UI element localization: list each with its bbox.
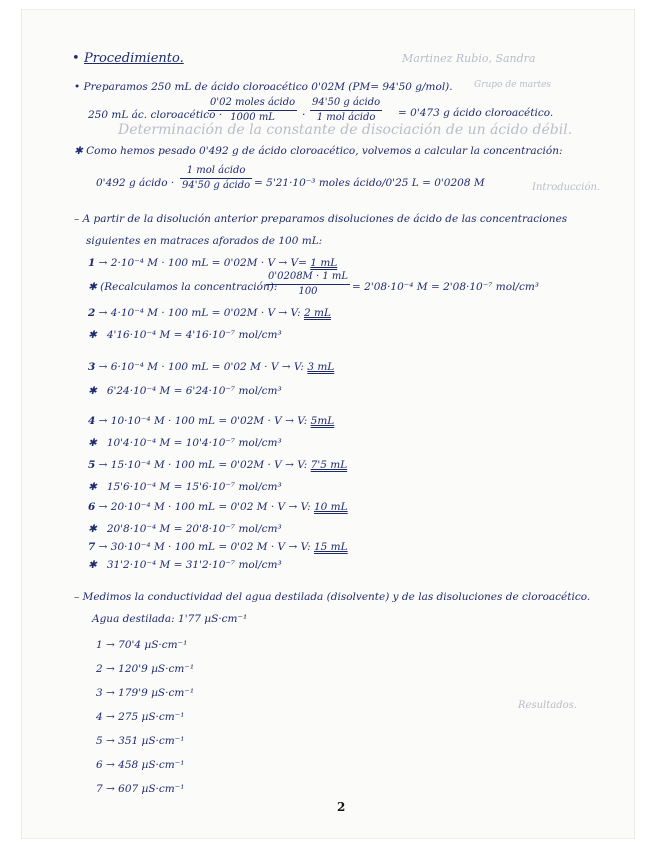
dilution-row-5: 5 → 15·10⁻⁴ M · 100 mL = 0'02M · V → V: 7'5 mL bbox=[88, 459, 348, 471]
recalc-row-1: ✱ (Recalculamos la concentración): bbox=[88, 281, 278, 293]
faint-author-name: Martinez Rubio, Sandra bbox=[402, 52, 536, 65]
prep-calc-result: = 0'473 g ácido cloroacético. bbox=[398, 107, 554, 119]
conductivity-6: 6 → 458 µS·cm⁻¹ bbox=[96, 759, 185, 771]
faint-results: Resultados. bbox=[518, 700, 577, 711]
recalc-row-4: ✱ 10'4·10⁻⁴ M = 10'4·10⁻⁷ mol/cm³ bbox=[88, 437, 282, 449]
multiply-dot: · bbox=[302, 108, 306, 121]
calc2-prefix: 0'492 g ácido · bbox=[96, 177, 175, 189]
dilution-row-7: 7 → 30·10⁻⁴ M · 100 mL = 0'02 M · V → V: 15 mL bbox=[88, 541, 348, 553]
recalc-result-1: = 2'08·10⁻⁴ M = 2'08·10⁻⁷ mol/cm³ bbox=[352, 281, 540, 293]
conductivity-3: 3 → 179'9 µS·cm⁻¹ bbox=[96, 687, 195, 699]
dilution-row-6: 6 → 20·10⁻⁴ M · 100 mL = 0'02 M · V → V: 10 mL bbox=[88, 501, 348, 513]
conductivity-2: 2 → 120'9 µS·cm⁻¹ bbox=[96, 663, 195, 675]
dilution-row-4: 4 → 10·10⁻⁴ M · 100 mL = 0'02M · V → V: 5mL bbox=[88, 415, 335, 427]
prep-calc-prefix: 250 mL ác. cloroacético · bbox=[88, 109, 223, 121]
faint-title: Determinación de la constante de disociación de un ácido débil. bbox=[118, 122, 573, 138]
recalc-row-3: ✱ 6'24·10⁻⁴ M = 6'24·10⁻⁷ mol/cm³ bbox=[88, 385, 282, 397]
conductivity-5: 5 → 351 µS·cm⁻¹ bbox=[96, 735, 185, 747]
recalc-row-6: ✱ 20'8·10⁻⁴ M = 20'8·10⁻⁷ mol/cm³ bbox=[88, 523, 282, 535]
dilution-row-2: 2 → 4·10⁻⁴ M · 100 mL = 0'02M · V → V: 2 mL bbox=[88, 307, 331, 319]
recalc-row-7: ✱ 31'2·10⁻⁴ M = 31'2·10⁻⁷ mol/cm³ bbox=[88, 559, 282, 571]
weighed-line: ✱ Como hemos pesado 0'492 g de ácido cloroacético, volvemos a calcular la concentración: bbox=[74, 145, 563, 157]
prep-fraction-1: 0'02 moles ácido 1000 mL bbox=[210, 97, 296, 123]
recalc-fraction-1: $\frac{0'0208M \cdot 1 mL}{100}$ bbox=[268, 271, 348, 297]
dilution-row-3: 3 → 6·10⁻⁴ M · 100 mL = 0'02 M · V → V: 3 mL bbox=[88, 361, 335, 373]
water-conductivity: Agua destilada: 1'77 µS·cm⁻¹ bbox=[92, 613, 248, 625]
conductivity-4: 4 → 275 µS·cm⁻¹ bbox=[96, 711, 185, 723]
section-title: Procedimiento. bbox=[84, 51, 184, 66]
prep-fraction-2: 94'50 g ácido 1 mol ácido bbox=[312, 97, 381, 123]
recalc-row-2: ✱ 4'16·10⁻⁴ M = 4'16·10⁻⁷ mol/cm³ bbox=[88, 329, 282, 341]
section-bullet: • bbox=[72, 51, 80, 66]
notebook-page bbox=[22, 10, 634, 838]
conductivity-intro: – Medimos la conductividad del agua destilada (disolvente) y de las disoluciones de cloroacético. bbox=[74, 591, 591, 603]
conductivity-1: 1 → 70'4 µS·cm⁻¹ bbox=[96, 639, 188, 651]
recalc-row-5: ✱ 15'6·10⁻⁴ M = 15'6·10⁻⁷ mol/cm³ bbox=[88, 481, 282, 493]
page-number: 2 bbox=[337, 800, 346, 814]
calc2-result: = 5'21·10⁻³ moles ácido/0'25 L = 0'0208 M bbox=[254, 177, 485, 189]
dilution-row-1: 1 → 2·10⁻⁴ M · 100 mL = 0'02M · V → V= 1 mL bbox=[88, 257, 338, 269]
dilutions-intro-2: siguientes en matraces aforados de 100 mL: bbox=[86, 235, 323, 247]
conductivity-7: 7 → 607 µS·cm⁻¹ bbox=[96, 783, 185, 795]
faint-group: Grupo de martes bbox=[474, 80, 552, 90]
prep-line: • Preparamos 250 mL de ácido cloroacético 0'02M (PM= 94'50 g/mol). bbox=[74, 81, 453, 93]
dilutions-intro-1: – A partir de la disolución anterior preparamos disoluciones de ácido de las concentraciones bbox=[74, 213, 568, 225]
calc2-fraction: 1 mol ácido 94'50 g ácido bbox=[182, 165, 251, 191]
faint-intro: Introducción. bbox=[532, 182, 601, 193]
